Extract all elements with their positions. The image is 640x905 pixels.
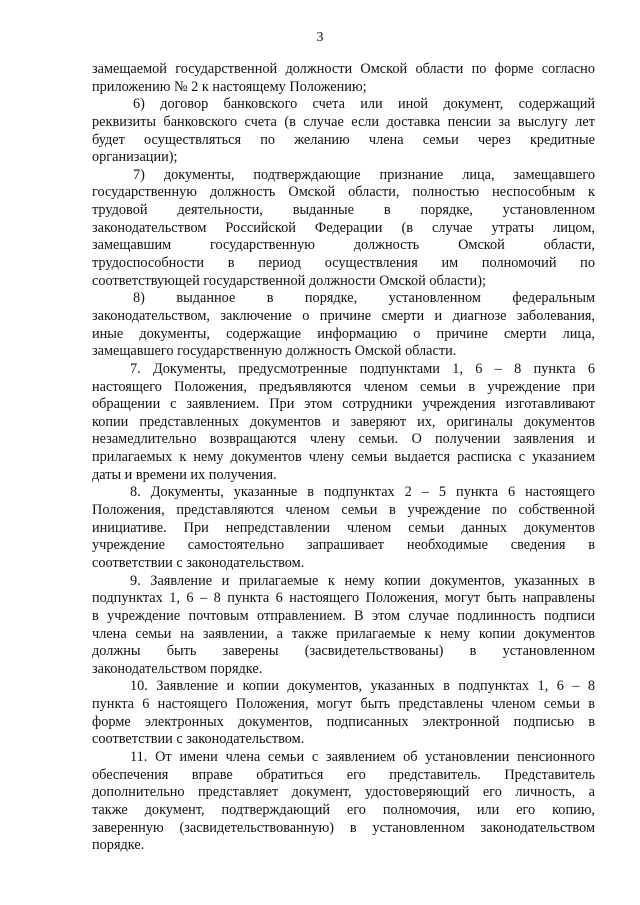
text-line: заверенную (засвидетельствованную) в установленном законодательством xyxy=(92,819,595,836)
document-body xyxy=(92,61,595,855)
text-line: 8) выданное в порядке, установленном федеральным xyxy=(133,290,595,307)
text-line: также документ, подтверждающий его полномочия, или его копию, xyxy=(92,801,595,818)
text-line: обеспечения вправе обратиться его представитель. Представитель xyxy=(92,766,595,783)
text-line: 9. Заявление и прилагаемые к нему копии документов, указанных в xyxy=(130,572,595,589)
text-line: трудовой деятельности, выданные в порядке, установленном xyxy=(92,202,595,219)
text-line: замещавшего государственную должность Омской области. xyxy=(92,343,457,360)
text-line: соответствующей государственной должности Омской области); xyxy=(92,272,486,289)
text-line: будет осуществляться по желанию члена семьи через кредитные xyxy=(92,131,595,148)
text-line: государственную должность Омской области, полностью неспособным к xyxy=(92,184,595,201)
text-line: члена семьи на заявлении, а также прилагаемые к нему копии документов xyxy=(92,625,595,642)
text-line: даты и времени их получения. xyxy=(92,466,277,483)
text-line: законодательством, заключение о причине смерти и диагнозе заболевания, xyxy=(92,307,595,324)
text-line: соответствии с законодательством. xyxy=(92,554,305,571)
text-line: реквизиты банковского счета (в случае если доставка пенсии за выслугу лет xyxy=(92,113,595,130)
text-line: копии представленных документов и заверяют их, оригиналы документов xyxy=(92,413,595,430)
text-line: приложению № 2 к настоящему Положению; xyxy=(92,78,367,95)
text-line: обращении с заявлением. При этом сотрудники учреждения изготавливают xyxy=(92,396,595,413)
text-line: дополнительно представляет документ, удостоверяющий его личность, а xyxy=(92,784,595,801)
text-line: настоящего Положения, предъявляются членом семьи в учреждение при xyxy=(92,378,595,395)
text-line: должны быть заверены (засвидетельствованы) в установленном xyxy=(92,643,595,660)
text-line: в учреждение почтовым отправлением. В этом случае подлинность подписи xyxy=(92,607,595,624)
text-line: подпунктах 1, 6 – 8 пункта 6 настоящего Положения, могут быть направлены xyxy=(92,590,595,607)
text-line: законодательством порядке. xyxy=(92,660,263,677)
text-line: 10. Заявление и копии документов, указанных в подпунктах 1, 6 – 8 xyxy=(130,678,595,695)
text-line: замещаемой государственной должности Омской области по форме согласно xyxy=(92,61,595,77)
text-line: 7) документы, подтверждающие признание лица, замещавшего xyxy=(133,166,595,183)
text-line: инициативе. При непредставлении членом семьи данных документов xyxy=(92,519,595,536)
page-number: 3 xyxy=(316,30,324,45)
text-line: Положения, представляются членом семьи в учреждение по собственной xyxy=(92,502,595,519)
text-line: форме электронных документов, подписанных электронной подписью в xyxy=(92,713,595,730)
text-line: 11. От имени члена семьи с заявлением об установлении пенсионного xyxy=(130,748,595,765)
text-line: законодательством Российской Федерации (в случае утраты лицом, xyxy=(92,219,595,236)
text-line: 8. Документы, указанные в подпунктах 2 – 5 пункта 6 настоящего xyxy=(130,484,595,501)
text-line: незамедлительно возвращаются члену семьи. О получении заявления и xyxy=(92,431,595,448)
text-line: 6) договор банковского счета или иной документ, содержащий xyxy=(133,96,595,113)
text-line: организации); xyxy=(92,149,178,166)
text-line: 7. Документы, предусмотренные подпунктами 1, 6 – 8 пункта 6 xyxy=(130,360,595,377)
text-line: трудоспособности в период осуществления им полномочий по xyxy=(92,255,595,272)
text-line: порядке. xyxy=(92,837,145,854)
text-line: прилагаемых к нему документов члену семьи выдается расписка с указанием xyxy=(92,449,595,466)
text-line: пункта 6 настоящего Положения, могут быть представлены членом семьи в xyxy=(92,696,595,713)
text-line: учреждение самостоятельно запрашивает необходимые сведения в xyxy=(92,537,595,554)
text-line: соответствии с законодательством. xyxy=(92,731,305,748)
text-line: иные документы, содержащие информацию о причине смерти лица, xyxy=(92,325,595,342)
text-line: замещавшим государственную должность Омской области, xyxy=(92,237,595,254)
